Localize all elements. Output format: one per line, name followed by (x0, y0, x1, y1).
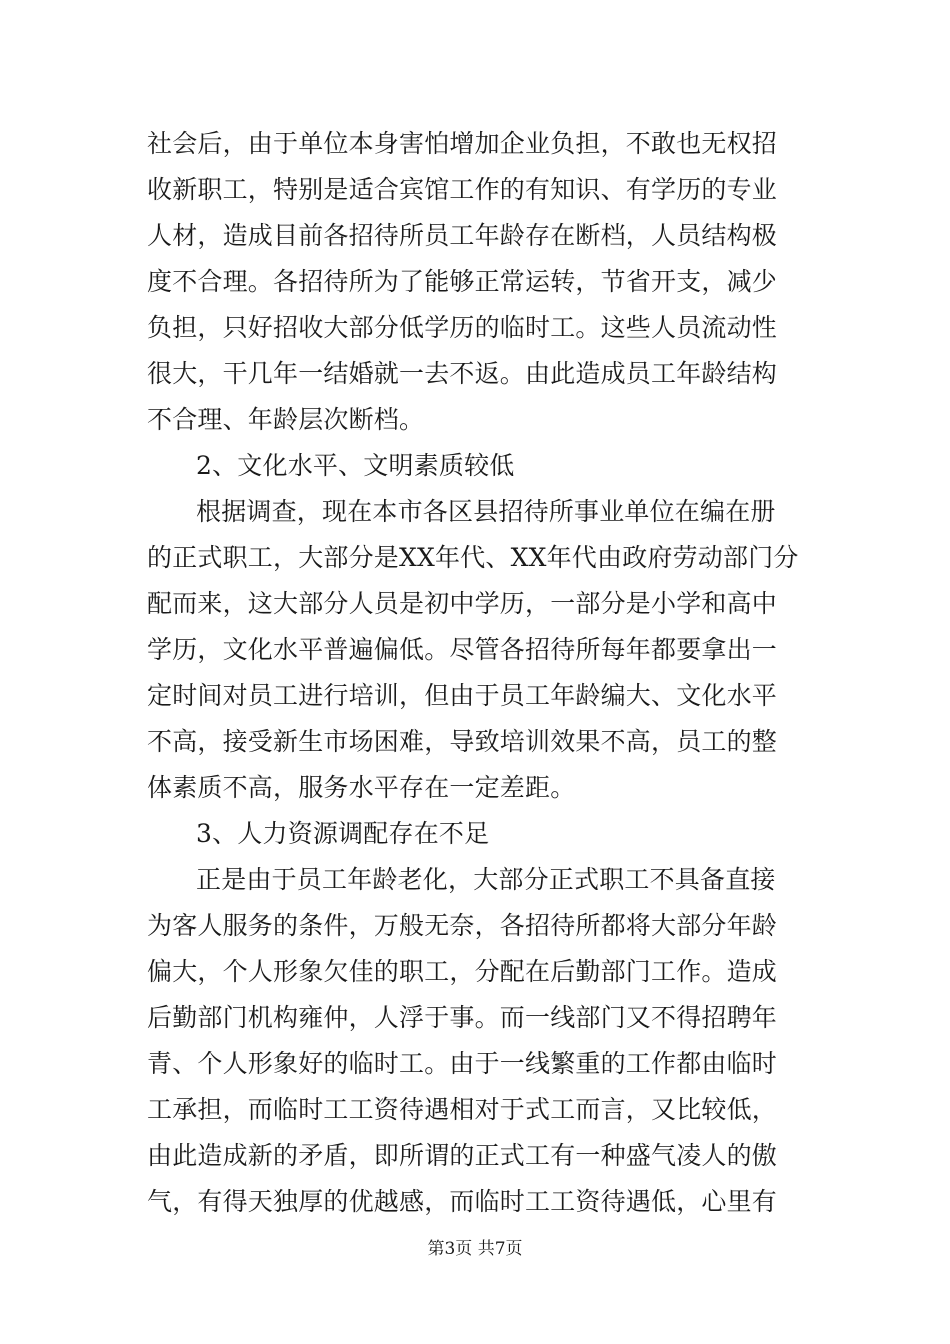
body-text-line: 正是由于员工年龄老化，大部分正式职工不具备直接 (196, 865, 776, 894)
body-text-line: 偏大，个人形象欠佳的职工，分配在后勤部门工作。造成 (147, 957, 778, 986)
body-text-line: 不合理、年龄层次断档。 (147, 405, 425, 434)
body-text-line: 根据调查，现在本市各区县招待所事业单位在编在册 (196, 497, 776, 526)
body-text-line: 社会后，由于单位本身害怕增加企业负担，不敢也无权招 (147, 129, 778, 158)
body-text-line: 人材，造成目前各招待所员工年龄存在断档，人员结构极 (147, 221, 778, 250)
body-text-line: 很大，干几年一结婚就一去不返。由此造成员工年龄结构 (147, 359, 778, 388)
body-text-line: 收新职工，特别是适合宾馆工作的有知识、有学历的专业 (147, 175, 778, 204)
body-text-line: 体素质不高，服务水平存在一定差距。 (147, 773, 576, 802)
section-heading: 2、文化水平、文明素质较低 (196, 451, 515, 480)
body-text-line: 不高，接受新生市场困难，导致培训效果不高，员工的整 (147, 727, 778, 756)
body-text-line: 负担，只好招收大部分低学历的临时工。这些人员流动性 (147, 313, 778, 342)
body-text-line: 学历，文化水平普遍偏低。尽管各招待所每年都要拿出一 (147, 635, 778, 664)
body-text-line: 定时间对员工进行培训，但由于员工年龄编大、文化水平 (147, 681, 778, 710)
page-number-footer: 第3页 共7页 (427, 1239, 523, 1259)
body-text-line: 后勤部门机构雍仲，人浮于事。而一线部门又不得招聘年 (147, 1003, 778, 1032)
body-text-line: 气，有得天独厚的优越感，而临时工工资待遇低，心里有 (147, 1187, 778, 1216)
body-text-line: 配而来，这大部分人员是初中学历，一部分是小学和高中 (147, 589, 778, 618)
body-text-line: 的正式职工，大部分是XX年代、XX年代由政府劳动部门分 (147, 543, 799, 572)
body-text-line: 工承担，而临时工工资待遇相对于式工而言，又比较低， (147, 1095, 778, 1124)
body-text-line: 为客人服务的条件，万般无奈，各招待所都将大部分年龄 (147, 911, 778, 940)
body-text-line: 由此造成新的矛盾，即所谓的正式工有一种盛气凌人的傲 (147, 1141, 778, 1170)
body-text-line: 青、个人形象好的临时工。由于一线繁重的工作都由临时 (147, 1049, 778, 1078)
section-heading: 3、人力资源调配存在不足 (196, 819, 490, 848)
body-text-line: 度不合理。各招待所为了能够正常运转，节省开支，减少 (147, 267, 778, 296)
